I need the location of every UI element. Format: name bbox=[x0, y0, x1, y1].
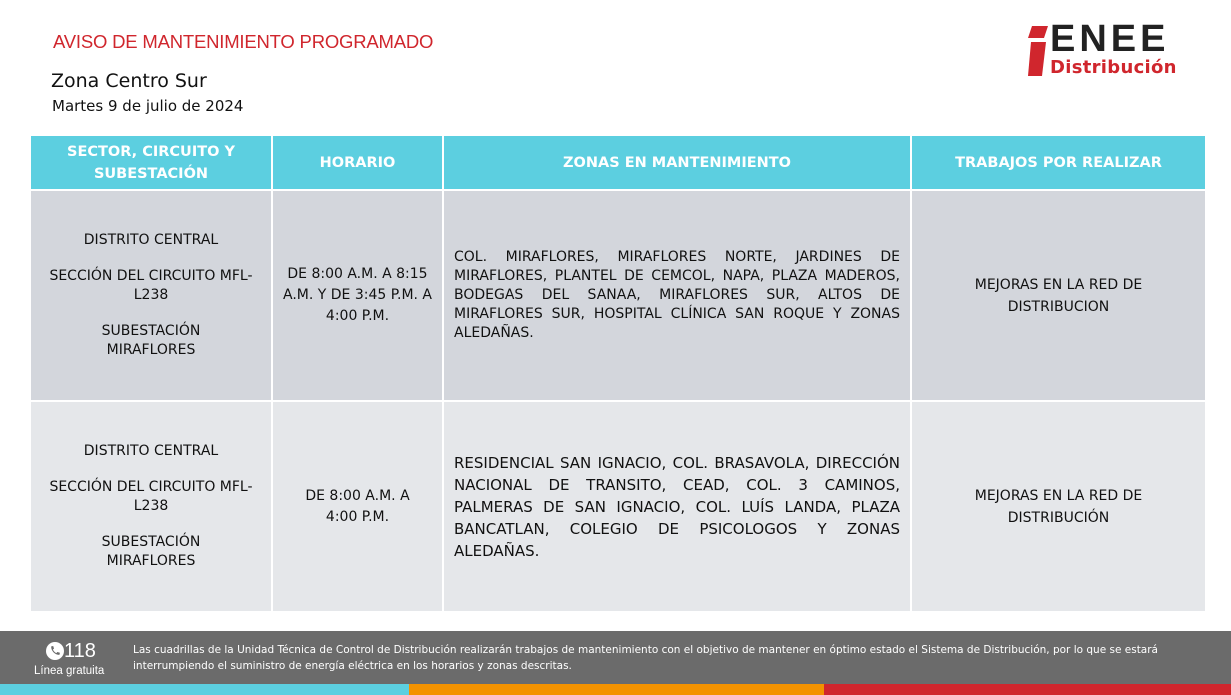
logo-subtitle: Distribución bbox=[1050, 57, 1177, 78]
substation-text: SUBESTACIÓN MIRAFLORES bbox=[101, 323, 201, 358]
stripe-orange bbox=[409, 684, 824, 695]
column-header-work: TRABAJOS POR REALIZAR bbox=[911, 135, 1206, 190]
circuit-text: SECCIÓN DEL CIRCUITO MFL-L238 bbox=[49, 479, 253, 514]
substation-text: SUBESTACIÓN MIRAFLORES bbox=[101, 534, 201, 569]
zone-title: Zona Centro Sur bbox=[51, 70, 207, 92]
work-cell: MEJORAS EN LA RED DE DISTRIBUCION bbox=[911, 190, 1206, 401]
schedule-cell: DE 8:00 A.M. A 4:00 P.M. bbox=[272, 401, 443, 612]
sector-cell bbox=[30, 401, 272, 612]
circuit-text: SECCIÓN DEL CIRCUITO MFL-L238 bbox=[49, 268, 253, 303]
phone-label: Línea gratuita bbox=[34, 665, 105, 677]
table-row bbox=[30, 401, 1206, 612]
column-header-zones: ZONAS EN MANTENIMIENTO bbox=[443, 135, 911, 190]
phone-number: 118 bbox=[64, 640, 96, 662]
table-header-row bbox=[30, 135, 1206, 190]
maintenance-table bbox=[29, 134, 1207, 613]
zones-cell: COL. MIRAFLORES, MIRAFLORES NORTE, JARDINES DE MIRAFLORES, PLANTEL DE CEMCOL, NAPA, PLAZA MADEROS, BODEGAS DEL SANAA, MIRAFLORES SUR, ALTOS DE MIRAFLORES SUR, HOSPITAL CLÍNICA SAN ROQUE Y ZONAS ALEDAÑAS. bbox=[443, 190, 911, 401]
notice-title: AVISO DE MANTENIMIENTO PROGRAMADO bbox=[53, 31, 434, 52]
zones-cell: RESIDENCIAL SAN IGNACIO, COL. BRASAVOLA, DIRECCIÓN NACIONAL DE TRANSITO, CEAD, COL. 3 CAMINOS, PALMERAS DE SAN IGNACIO, COL. LUÍS LANDA, PLAZA BANCATLAN, COLEGIO DE PSICOLOGOS Y ZONAS ALEDAÑAS. bbox=[443, 401, 911, 612]
enee-logo-mark-icon bbox=[1028, 26, 1048, 76]
district-text: DISTRITO CENTRAL bbox=[83, 443, 219, 459]
column-header-sector: SECTOR, CIRCUITO Y SUBESTACIÓN bbox=[30, 135, 272, 190]
table-row bbox=[30, 190, 1206, 401]
stripe-red bbox=[824, 684, 1231, 695]
enee-logo bbox=[1028, 18, 1203, 82]
work-cell: MEJORAS EN LA RED DE DISTRIBUCIÓN bbox=[911, 401, 1206, 612]
column-header-schedule: HORARIO bbox=[272, 135, 443, 190]
phone-icon bbox=[46, 642, 64, 660]
footer-notice-text: Las cuadrillas de la Unidad Técnica de Control de Distribución realizarán trabajos de mantenimiento con el objetivo de mantener en óptimo estado el Sistema de Distribución, por lo que se estará interrumpiendo el suministro de energía eléctrica en los horarios y zonas descritas. bbox=[133, 644, 1158, 672]
schedule-cell: DE 8:00 A.M. A 8:15 A.M. Y DE 3:45 P.M. A 4:00 P.M. bbox=[272, 190, 443, 401]
footer-bar bbox=[0, 631, 1231, 684]
free-line-contact[interactable] bbox=[34, 638, 104, 678]
stripe-cyan bbox=[0, 684, 409, 695]
logo-wordmark: ENEE bbox=[1050, 18, 1170, 60]
date-label: Martes 9 de julio de 2024 bbox=[52, 97, 244, 115]
district-text: DISTRITO CENTRAL bbox=[83, 232, 219, 248]
sector-cell bbox=[30, 190, 272, 401]
